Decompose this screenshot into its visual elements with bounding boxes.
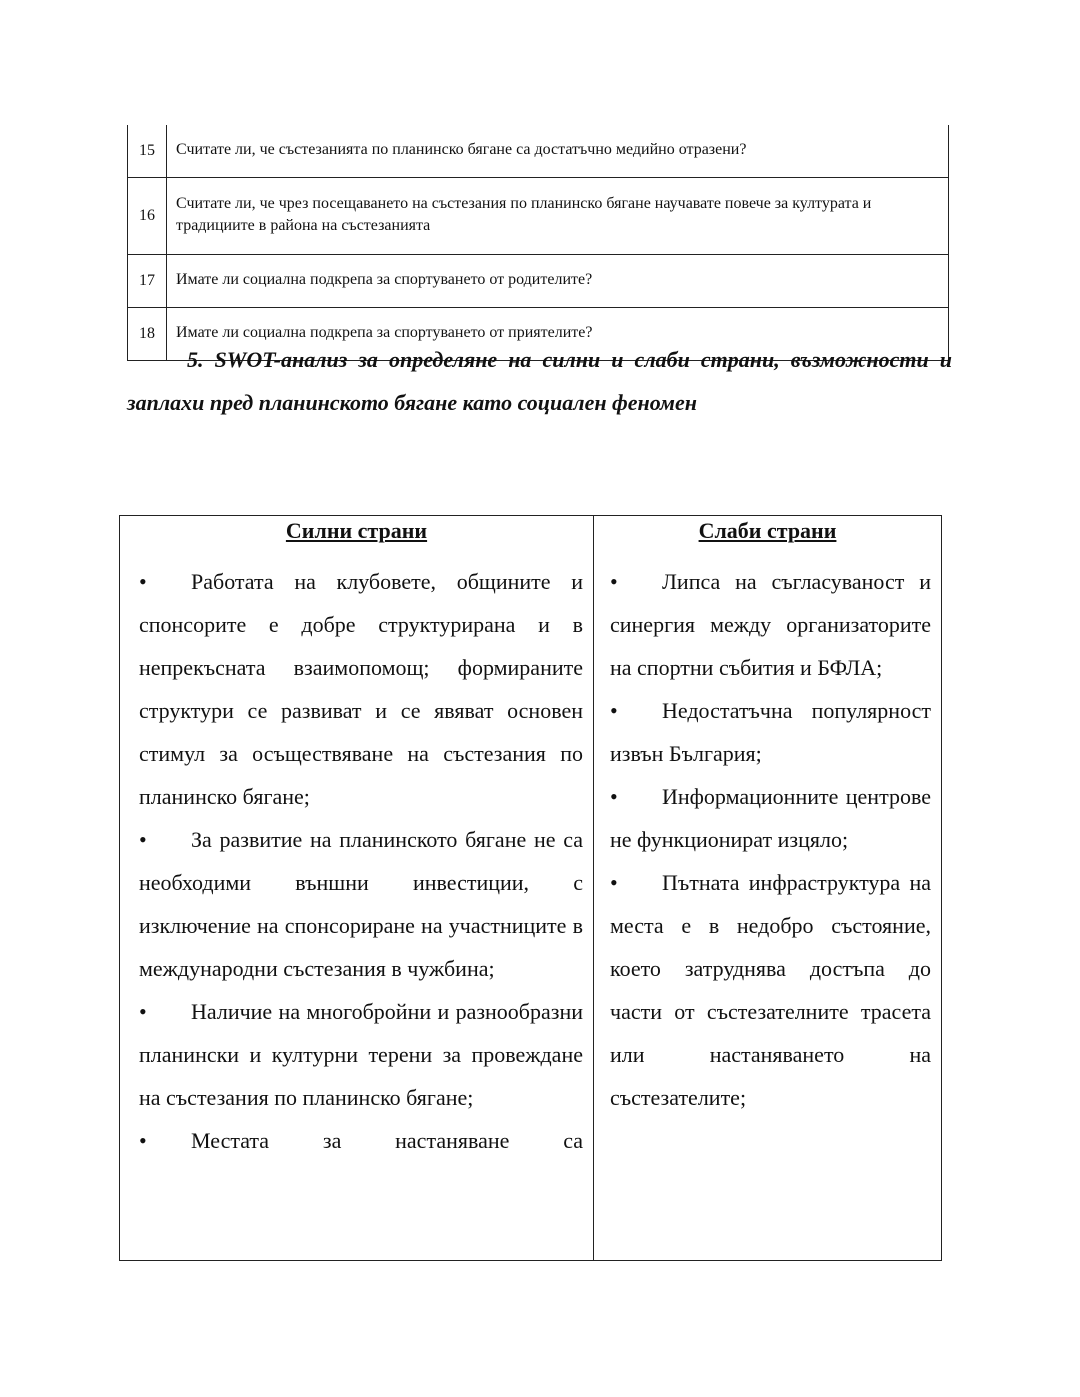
question-text: Имате ли социална подкрепа за спортуването от приятелите? bbox=[167, 308, 949, 361]
table-row bbox=[128, 178, 949, 255]
bullet-icon: • bbox=[610, 569, 618, 594]
bullet-icon: • bbox=[139, 999, 147, 1024]
list-item: • Недостатъчна популярност извън България; bbox=[610, 689, 931, 775]
question-text: Имате ли социална подкрепа за спортуването от родителите? bbox=[167, 255, 949, 308]
table-row bbox=[128, 255, 949, 308]
swot-table bbox=[119, 515, 942, 1261]
weaknesses-title: Слаби страни bbox=[698, 518, 837, 543]
question-number: 15 bbox=[128, 125, 167, 178]
table-row bbox=[128, 125, 949, 178]
weaknesses-column bbox=[594, 516, 942, 1261]
list-item: • Работата на клубовете, общините и спонсорите е добре структурирана и в непрекъсната взаимопомощ; формираните структури се развиват и се явяват основен стимул за осъществяване на състезания по планинско бягане; bbox=[139, 560, 583, 818]
question-number: 17 bbox=[128, 255, 167, 308]
list-item: • Липса на съгласуваност и синергия между организаторите на спортни събития и БФЛА; bbox=[610, 560, 931, 689]
bullet-icon: • bbox=[139, 1128, 147, 1153]
question-text: Считате ли, че чрез посещаването на състезания по планинско бягане научавате повече за културата и традициите в района на състезанията bbox=[167, 178, 949, 255]
question-number: 16 bbox=[128, 178, 167, 255]
strengths-column bbox=[120, 516, 594, 1261]
list-item: • Местата за настаняване са bbox=[139, 1119, 583, 1162]
list-item: • Информационните центрове не функционират изцяло; bbox=[610, 775, 931, 861]
bullet-icon: • bbox=[139, 569, 147, 594]
questionnaire-table bbox=[127, 125, 949, 361]
bullet-icon: • bbox=[610, 698, 618, 723]
list-item: • За развитие на планинското бягане не са необходими външни инвестиции, с изключение на спонсориране на участниците в международни състезания в чужбина; bbox=[139, 818, 583, 990]
bullet-icon: • bbox=[610, 784, 618, 809]
list-item: • Пътната инфраструктура на места е в недобро състояние, което затруднява достъпа до части от състезателните трасета или настаняването на състезателите; bbox=[610, 861, 931, 1119]
section-heading bbox=[127, 338, 952, 424]
question-number: 18 bbox=[128, 308, 167, 361]
bullet-icon: • bbox=[610, 870, 618, 895]
list-item: • Наличие на многобройни и разнообразни планински и културни терени за провеждане на състезания по планинско бягане; bbox=[139, 990, 583, 1119]
section-heading-text: 5. SWOT-анализ за определяне на силни и слаби страни, възможности и заплахи пред планинското бягане като социален феномен bbox=[127, 347, 952, 415]
question-text: Считате ли, че състезанията по планинско бягане са достатъчно медийно отразени? bbox=[167, 125, 949, 178]
strengths-title: Силни страни bbox=[285, 518, 428, 543]
bullet-icon: • bbox=[139, 827, 147, 852]
